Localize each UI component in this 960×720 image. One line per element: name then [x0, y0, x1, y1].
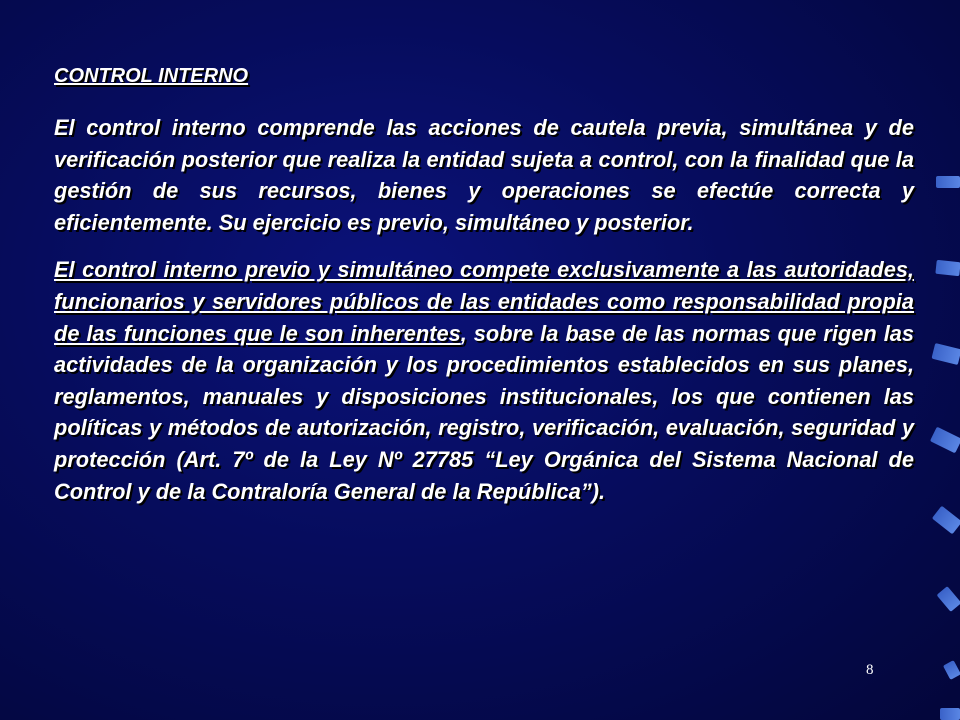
decorative-stripe — [931, 343, 960, 365]
page-number: 8 — [866, 662, 874, 678]
decorative-stripe — [936, 176, 960, 188]
decorative-stripe — [935, 260, 960, 276]
decorative-stripe — [930, 427, 960, 454]
slide-title: CONTROL INTERNO — [54, 65, 249, 87]
decorative-stripe — [943, 660, 960, 680]
paragraph-definition: El control interno comprende las acciones de cautela previa, simultánea y de verificación posterior que realiza la entidad sujeta a control, con la finalidad que la gestión de sus recursos, bienes y operaciones se efectúe correcta y eficientemente. Su ejercicio es previo, simultáneo y posterior. — [54, 115, 914, 235]
decorative-stripe — [940, 708, 960, 720]
paragraph-continuation: , sobre la base de las normas que rigen las actividades de la organización y los procedimientos establecidos en sus planes, reglamentos, manuales y disposiciones institucionales, los que contienen las políticas y métodos de autorización, registro, verificación, evaluación, seguridad y protección (Art. 7º de la Ley Nº 27785 “Ley Orgánica del Sistema Nacional de Control y de la Contraloría General de la República”). — [54, 320, 914, 504]
slide-body — [54, 112, 914, 507]
decorative-stripe — [937, 586, 960, 612]
underlined-text: El control interno previo y simultáneo compete exclusivamente a las autoridades, funcionarios y servidores públicos de las entidades como responsabilidad propia de las funciones que le son inherentes — [54, 257, 914, 346]
decorative-stripe — [932, 506, 960, 535]
paragraph-competence — [54, 254, 914, 507]
